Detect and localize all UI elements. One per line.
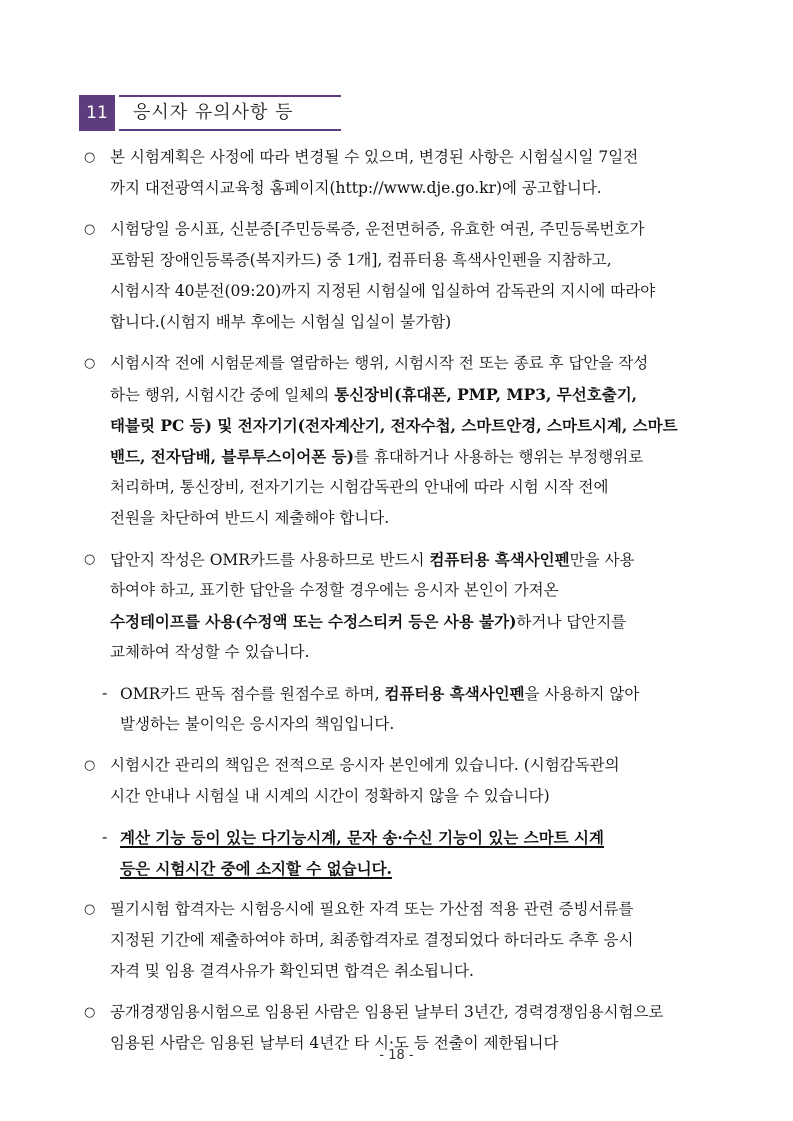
text-run: 시험시간 관리의 책임은 전적으로 응시자 본인에게 있습니다. (시험감독관의 <box>110 756 620 774</box>
circle-bullet-icon: ○ <box>84 1005 96 1020</box>
line-text <box>110 441 643 473</box>
text-line <box>84 307 724 338</box>
line-text <box>110 750 620 781</box>
text-line <box>84 173 724 204</box>
text-line <box>84 348 724 379</box>
text-run: 를 휴대하거나 사용하는 행위는 부정행위로 <box>353 448 644 466</box>
text-run: 답안지 작성은 OMR카드를 사용하므로 반드시 <box>110 551 430 569</box>
line-text <box>110 925 633 956</box>
circle-bullet-icon: ○ <box>84 758 96 773</box>
line-text <box>110 894 633 925</box>
text-line <box>84 276 724 307</box>
emphasis-text: 컴퓨터용 흑색사인펜 <box>384 684 525 703</box>
text-run: 필기시험 합격자는 시험응시에 필요한 자격 또는 가산점 적용 관련 증빙서류를 <box>110 900 634 918</box>
circle-bullet-icon: ○ <box>84 356 96 371</box>
text-run: 교체하여 작성할 수 있습니다. <box>110 643 310 661</box>
text-run: 시간 안내나 시험실 내 시계의 시간이 정확하지 않을 수 있습니다) <box>110 787 550 805</box>
line-text <box>120 709 394 740</box>
emphasis-text: 태블릿 PC 등) 및 전자기기(전자계산기, 전자수첩, 스마트안경, 스마트시계, 스마트 <box>110 416 678 435</box>
dash-item <box>84 678 724 750</box>
text-run: 공개경쟁임용시험으로 임용된 사람은 임용된 날부터 3년간, 경력경쟁임용시험으로 <box>110 1003 664 1021</box>
text-line <box>84 822 724 853</box>
text-run: 합니다.(시험지 배부 후에는 시험실 입실이 불가함) <box>110 313 452 331</box>
text-line <box>84 503 724 534</box>
text-line <box>84 894 724 925</box>
line-text <box>110 575 559 606</box>
line-text <box>110 544 634 576</box>
bullet-item <box>84 894 724 997</box>
line-text <box>110 503 389 534</box>
line-text <box>120 853 392 885</box>
text-line <box>84 410 724 441</box>
line-text <box>110 214 644 245</box>
text-run: 시험시작 40분전(09:20)까지 지정된 시험실에 입실하여 감독관의 지시에 따라야 <box>110 282 656 300</box>
emphasis-text: 컴퓨터용 흑색사인펜 <box>429 550 570 569</box>
text-run: 포함된 장애인등록증(복지카드) 중 1개], 컴퓨터용 흑색사인펜을 지참하고, <box>110 251 612 269</box>
line-text <box>110 781 550 812</box>
text-line <box>84 925 724 956</box>
line-text <box>110 307 451 338</box>
line-text <box>110 997 663 1028</box>
line-text <box>120 678 639 710</box>
text-run: 하여야 하고, 표기한 답안을 수정할 경우에는 응시자 본인이 가져온 <box>110 581 559 599</box>
text-run: 시험시작 전에 시험문제를 열람하는 행위, 시험시작 전 또는 종료 후 답안을 작성 <box>110 354 649 372</box>
text-line <box>84 142 724 173</box>
text-run: OMR카드 판독 점수를 원점수로 하며, <box>120 685 385 703</box>
emphasis-text: 밴드, 전자담배, 블루투스이어폰 등) <box>110 447 354 466</box>
text-run: 전원을 차단하여 반드시 제출해야 합니다. <box>110 509 390 527</box>
text-line <box>84 956 724 987</box>
text-line <box>84 606 724 637</box>
text-run: 하는 행위, 시험시간 중에 일체의 <box>110 386 335 404</box>
line-text <box>110 276 655 307</box>
text-line <box>84 214 724 245</box>
section-number: 11 <box>79 95 115 131</box>
bullet-item <box>84 750 724 822</box>
text-line <box>84 781 724 812</box>
line-text <box>110 637 309 668</box>
text-line <box>84 575 724 606</box>
emphasis-text: 계산 기능 등이 있는 다기능시계, 문자 송·수신 기능이 있는 스마트 시계 <box>120 828 605 847</box>
text-line <box>84 678 724 709</box>
line-text <box>110 472 608 503</box>
text-run: 시험당일 응시표, 신분증[주민등록증, 운전면허증, 유효한 여권, 주민등록번호가 <box>110 220 645 238</box>
line-text <box>110 348 648 379</box>
bullet-item <box>84 348 724 544</box>
text-line <box>84 245 724 276</box>
circle-bullet-icon: ○ <box>84 902 96 917</box>
text-run: 지정된 기간에 제출하여야 하며, 최종합격자로 결정되었다 하더라도 추후 응시 <box>110 931 634 949</box>
text-run: 임용된 사람은 임용된 날부터 4년간 타 시·도 등 전출이 제한됩니다 <box>110 1034 559 1052</box>
line-text <box>110 606 626 638</box>
text-line <box>84 379 724 410</box>
dash-marker: - <box>102 828 108 846</box>
text-line <box>84 441 724 472</box>
text-line <box>84 472 724 503</box>
line-text <box>110 410 678 442</box>
dash-marker: - <box>102 684 108 702</box>
bullet-item <box>84 214 724 348</box>
line-text <box>110 245 612 276</box>
text-run: 처리하며, 통신장비, 전자기기는 시험감독관의 안내에 따라 시험 시작 전에 <box>110 478 609 496</box>
circle-bullet-icon: ○ <box>84 150 96 165</box>
text-line <box>84 750 724 781</box>
line-text <box>110 956 474 987</box>
section-title: 응시자 유의사항 등 <box>133 102 294 123</box>
text-line <box>84 709 724 740</box>
text-run: 발생하는 불이익은 응시자의 책임입니다. <box>120 715 395 733</box>
line-text <box>110 173 602 204</box>
section-header <box>79 95 341 131</box>
emphasis-text: 통신장비(휴대폰, PMP, MP3, 무선호출기, <box>334 385 638 404</box>
circle-bullet-icon: ○ <box>84 552 96 567</box>
text-run: 만을 사용 <box>569 551 635 569</box>
emphasis-text: 수정테이프를 사용(수정액 또는 수정스티커 등은 사용 불가) <box>110 612 517 631</box>
emphasis-text: 등은 시험시간 중에 소지할 수 없습니다. <box>120 859 392 878</box>
section-title-box <box>119 95 341 131</box>
line-text <box>110 379 637 411</box>
text-run: 본 시험계획은 사정에 따라 변경될 수 있으며, 변경된 사항은 시험실시일 7일전 <box>110 148 639 166</box>
line-text <box>120 822 604 854</box>
page-number: - 18 - <box>379 1048 414 1063</box>
text-run: 하거나 답안지를 <box>516 613 627 631</box>
text-run: 자격 및 임용 결격사유가 확인되면 합격은 취소됩니다. <box>110 962 474 980</box>
text-line <box>84 853 724 884</box>
line-text <box>110 142 638 173</box>
text-run: 을 사용하지 않아 <box>524 685 640 703</box>
bullet-item <box>84 142 724 214</box>
bullet-item <box>84 544 724 678</box>
dash-item <box>84 822 724 894</box>
text-line <box>84 997 724 1028</box>
notice-body <box>84 142 724 1069</box>
text-line <box>84 637 724 668</box>
circle-bullet-icon: ○ <box>84 222 96 237</box>
title-bottom-rule <box>119 129 341 131</box>
text-run: 까지 대전광역시교육청 홈페이지(http://www.dje.go.kr)에 공고합니다. <box>110 179 602 197</box>
text-line <box>84 544 724 575</box>
